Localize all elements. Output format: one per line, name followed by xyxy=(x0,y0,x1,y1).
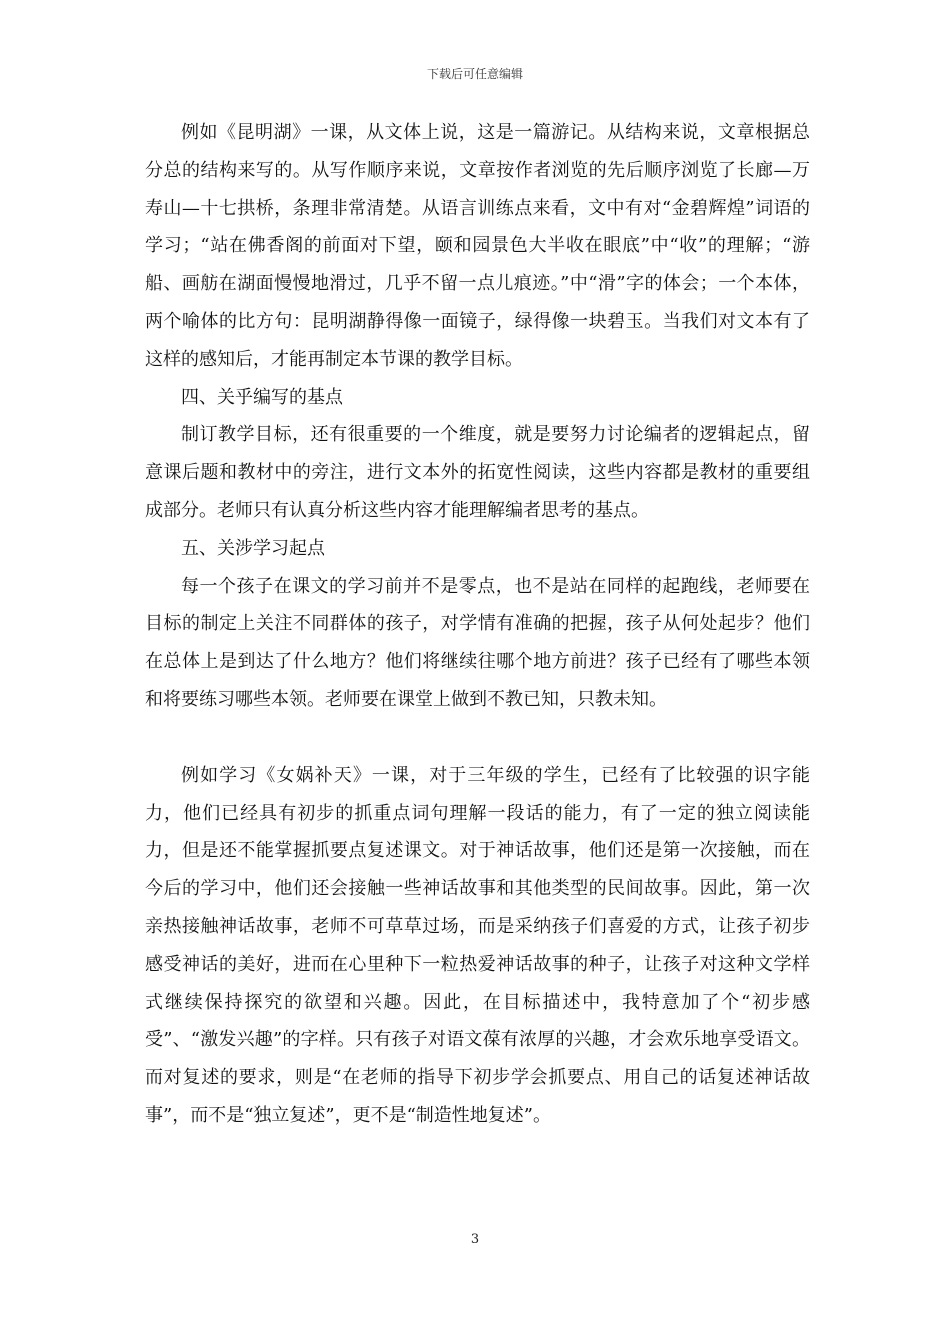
paragraph-learning-start: 每一个孩子在课文的学习前并不是零点，也不是站在同样的起跑线，老师要在目标的制定上关注不同群体的孩子，对学情有准确的把握，孩子从何处起步？他们在总体上是到达了什么地方？他们将继续往哪个地方前进？孩子已经有了哪些本领和将要练习哪些本领。老师要在课堂上做到不教已知，只教未知。 xyxy=(145,575,810,710)
paragraph-editor-basis: 制订教学目标，还有很重要的一个维度，就是要努力讨论编者的逻辑起点，留意课后题和教材中的旁注，进行文本外的拓宽性阅读，这些内容都是教材的重要组成部分。老师只有认真分析这些内容才能理解编者思考的基点。 xyxy=(145,424,810,521)
paragraph-nuwa-example: 例如学习《女娲补天》一课，对于三年级的学生，已经有了比较强的识字能力，他们已经具有初步的抓重点词句理解一段话的能力，有了一定的独立阅读能力，但是还不能掌握抓要点复述课文。对于神话故事，他们还是第一次接触，而在今后的学习中，他们还会接触一些神话故事和其他类型的民间故事。因此，第一次亲热接触神话故事，老师不可草草过场，而是采纳孩子们喜爱的方式，让孩子初步感受神话的美好，进而在心里种下一粒热爱神话故事的种子，让孩子对这种文学样式继续保持探究的欲望和兴趣。因此，在目标描述中，我特意加了个“初步感受”、“激发兴趣”的字样。只有孩子对语文葆有浓厚的兴趣，才会欢乐地享受语文。而对复述的要求，则是“在老师的指导下初步学会抓要点、用自己的话复述神话故事”，而不是“独立复述”，更不是“制造性地复述”。 xyxy=(145,764,810,1126)
document-body xyxy=(145,114,810,1135)
paragraph-spacer xyxy=(145,719,810,757)
page-header: 下载后可任意编辑 xyxy=(426,67,523,81)
paragraph-kunming-lake-example: 例如《昆明湖》一课，从文体上说，这是一篇游记。从结构来说，文章根据总分总的结构来写的。从写作顺序来说，文章按作者浏览的先后顺序浏览了长廊—万寿山—十七拱桥，条理非常清楚。从语言训练点来看，文中有对“金碧辉煌”词语的学习；“站在佛香阁的前面对下望，颐和园景色大半收在眼底”中“收”的理解；“游船、画舫在湖面慢慢地滑过，几乎不留一点儿痕迹。”中“滑”字的体会；一个本体，两个喻体的比方句：昆明湖静得像一面镜子，绿得像一块碧玉。当我们对文本有了这样的感知后，才能再制定本节课的教学目标。 xyxy=(145,122,810,370)
section-heading-learning-start: 五、关涉学习起点 xyxy=(181,537,325,559)
page-number: 3 xyxy=(470,1232,480,1247)
section-heading-editor-basis: 四、关乎编写的基点 xyxy=(181,386,343,408)
